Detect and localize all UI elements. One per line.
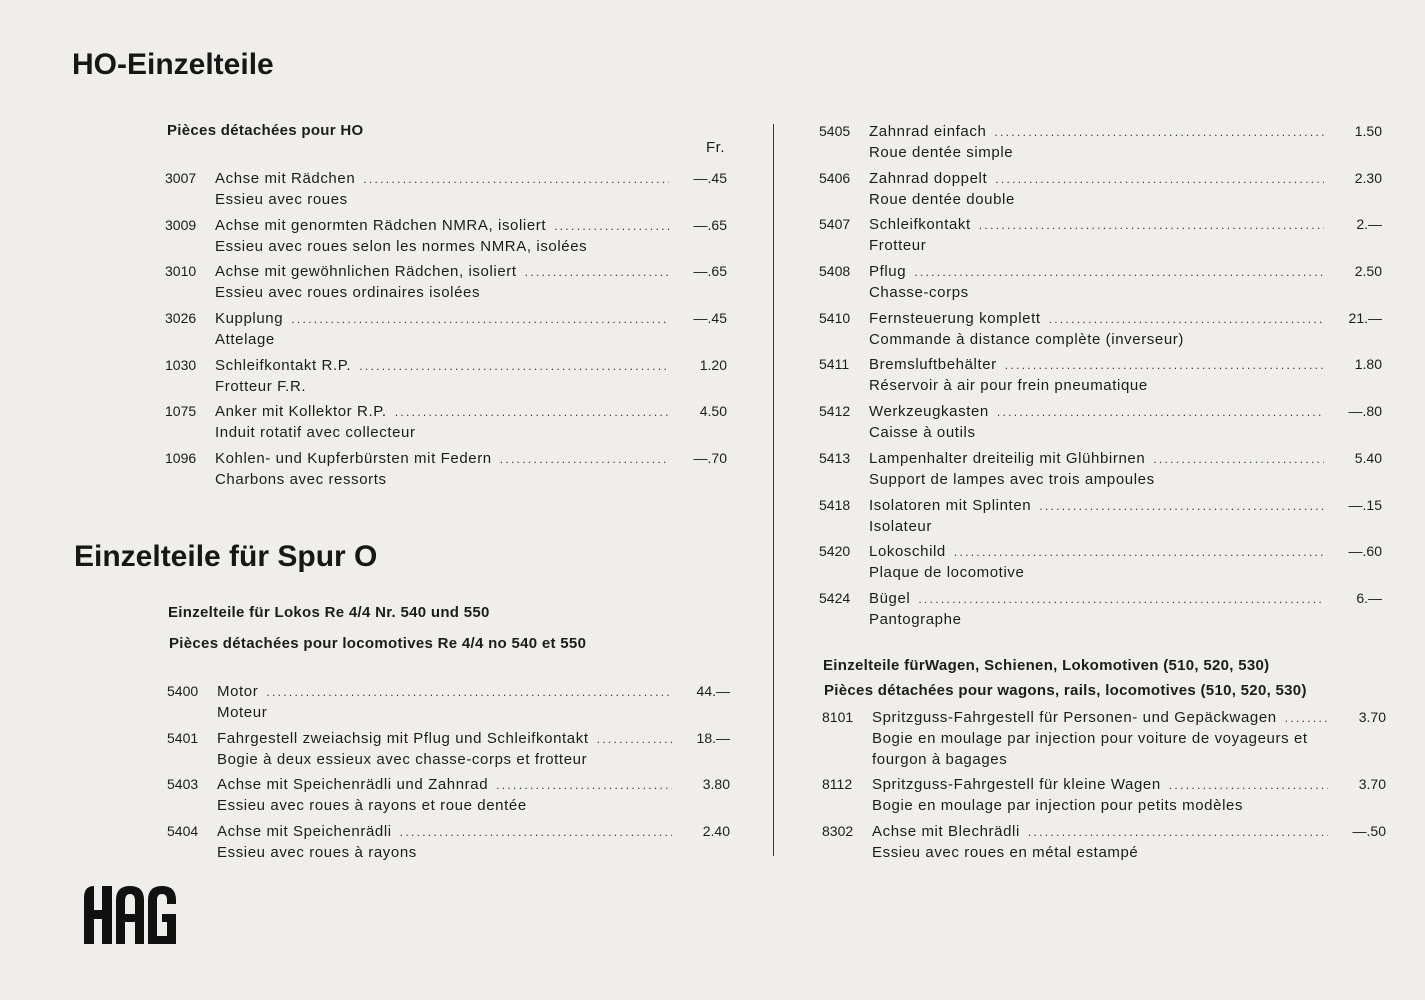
part-name-de-text: Werkzeugkasten (869, 403, 989, 421)
part-name-de (215, 215, 669, 237)
part-entry (167, 681, 730, 728)
part-name-de (217, 774, 672, 796)
part-name-de (217, 728, 672, 750)
part-name-de-text: Lokoschild (869, 543, 946, 561)
part-price: 3.80 (702, 776, 730, 793)
part-name-de-text: Bremsluftbehälter (869, 356, 997, 374)
page-title-spur-o: Einzelteile für Spur O (74, 540, 378, 573)
part-number: 5410 (819, 309, 851, 326)
part-name-fr: Isolateur (869, 517, 932, 535)
leader-dots (979, 215, 1324, 236)
part-entry (165, 168, 727, 215)
part-entry (165, 355, 727, 402)
part-price: 1.20 (699, 356, 727, 373)
part-price: 5.40 (1354, 449, 1382, 466)
part-name-fr: Frotteur (869, 237, 927, 255)
page-title-ho: HO-Einzelteile (72, 48, 274, 81)
leader-dots (918, 589, 1324, 610)
part-name-fr: Moteur (217, 704, 268, 721)
part-name-de-text: Lampenhalter dreiteilig mit Glühbirnen (869, 449, 1146, 467)
part-price: 3.70 (1358, 709, 1386, 725)
leader-dots (1005, 355, 1324, 376)
part-name-de-text: Kupplung (215, 310, 284, 328)
part-name-de (215, 355, 669, 377)
parts-list-ho (165, 168, 727, 495)
part-price: 1.50 (1354, 123, 1382, 139)
part-name-fr: Essieu avec roues à rayons (217, 844, 417, 862)
leader-dots (1169, 775, 1328, 796)
part-name-de-text: Kohlen- und Kupferbürsten mit Federn (215, 450, 492, 468)
part-entry (822, 707, 1386, 774)
part-entry (819, 308, 1382, 355)
parts-list-spur-o (167, 681, 730, 868)
leader-dots (525, 262, 669, 283)
parts-list-wagen (822, 707, 1386, 867)
part-name-de (872, 707, 1328, 729)
part-price: 21.— (1348, 309, 1382, 326)
part-number: 5407 (819, 216, 851, 233)
part-name-de (869, 448, 1324, 470)
part-name-de (215, 308, 669, 330)
part-name-fr: Plaque de locomotive (869, 564, 1025, 582)
part-number: 5403 (167, 776, 199, 793)
part-name-fr: Charbons avec ressorts (215, 471, 387, 489)
part-name-de-text: Zahnrad doppelt (869, 169, 988, 187)
subtitle-ho-fr: Pièces détachées pour HO (167, 122, 364, 139)
column-divider (773, 124, 774, 856)
leader-dots (1039, 496, 1324, 517)
part-price: 18.— (696, 729, 730, 746)
part-name-de (872, 774, 1328, 796)
part-number: 5424 (819, 589, 851, 606)
part-number: 5404 (167, 823, 199, 840)
part-name-de (217, 681, 672, 703)
leader-dots (597, 729, 672, 750)
leader-dots (1049, 309, 1324, 330)
part-entry (819, 261, 1382, 308)
part-number: 3009 (165, 216, 197, 233)
part-entry (165, 261, 727, 308)
part-name-de (869, 168, 1324, 190)
leader-dots (914, 262, 1324, 283)
part-name-de-text: Fahrgestell zweiachsig mit Pflug und Schleifkontakt (217, 729, 589, 747)
part-name-de (869, 588, 1324, 610)
part-name-de-text: Achse mit gewöhnlichen Rädchen, isoliert (215, 263, 517, 281)
part-price: 2.40 (702, 823, 730, 840)
leader-dots (994, 122, 1324, 143)
part-number: 8101 (822, 709, 854, 725)
part-name-fr: Bogie en moulage par injection pour voiture de voyageurs et fourgon à bagages (872, 730, 1308, 768)
leader-dots (266, 682, 672, 703)
part-name-de (215, 168, 669, 190)
part-name-fr: Essieu avec roues en métal estampé (872, 843, 1139, 861)
part-number: 1075 (165, 403, 197, 420)
part-number: 5406 (819, 169, 851, 186)
part-entry (165, 401, 727, 448)
part-entry (819, 354, 1382, 401)
part-entry (819, 495, 1382, 542)
part-price: —.80 (1348, 403, 1382, 420)
part-price: —.60 (1348, 543, 1382, 560)
part-price: 2.30 (1354, 169, 1382, 186)
part-number: 5401 (167, 729, 199, 746)
part-entry (167, 728, 730, 775)
part-number: 8112 (822, 776, 853, 792)
leader-dots (363, 169, 669, 190)
part-name-de (215, 401, 669, 423)
part-number: 5411 (819, 356, 850, 373)
part-name-fr: Support de lampes avec trois ampoules (869, 470, 1155, 488)
part-entry (822, 821, 1386, 868)
part-name-fr: Frotteur F.R. (215, 377, 307, 395)
part-name-de (869, 541, 1324, 563)
leader-dots (496, 775, 672, 796)
part-name-de-text: Schleifkontakt (869, 216, 971, 234)
part-price: 2.50 (1354, 263, 1382, 280)
leader-dots (359, 356, 669, 377)
part-name-de (869, 214, 1324, 236)
part-name-fr: Induit rotatif avec collecteur (215, 424, 416, 442)
part-entry (819, 401, 1382, 448)
part-number: 3007 (165, 170, 197, 186)
leader-dots (291, 309, 669, 330)
part-name-fr: Essieu avec roues ordinaires isolées (215, 284, 481, 302)
part-entry (819, 214, 1382, 261)
part-name-de (872, 821, 1328, 843)
part-name-de (869, 354, 1324, 376)
part-number: 3026 (165, 310, 197, 327)
part-number: 5418 (819, 496, 851, 513)
parts-list-spur-o-continued (819, 121, 1382, 635)
part-entry (167, 774, 730, 821)
part-entry (819, 121, 1382, 168)
part-name-fr: Réservoir à air pour frein pneumatique (869, 377, 1148, 395)
part-number: 5408 (819, 263, 851, 280)
part-name-de-text: Achse mit Speichenrädli und Zahnrad (217, 776, 489, 794)
part-name-fr: Caisse à outils (869, 424, 976, 442)
part-number: 5413 (819, 449, 851, 466)
part-name-de-text: Achse mit Speichenrädli (217, 823, 392, 841)
subtitle-wagen-de: Einzelteile fürWagen, Schienen, Lokomotiven (510, 520, 530) (823, 657, 1270, 674)
leader-dots (1285, 708, 1328, 729)
leader-dots (500, 449, 669, 470)
part-price: 1.80 (1354, 356, 1382, 373)
part-name-de-text: Anker mit Kollektor R.P. (215, 403, 387, 421)
part-name-de (869, 401, 1324, 423)
part-name-de (869, 261, 1324, 283)
part-name-de-text: Spritzguss-Fahrgestell für kleine Wagen (872, 776, 1161, 793)
part-name-de-text: Isolatoren mit Splinten (869, 496, 1032, 514)
part-number: 5405 (819, 123, 851, 139)
hag-logo (82, 884, 178, 951)
part-price: —.45 (693, 170, 727, 186)
part-price: 2.— (1356, 216, 1382, 233)
part-name-fr: Roue dentée simple (869, 144, 1014, 161)
part-number: 5420 (819, 543, 851, 560)
subtitle-wagen-fr: Pièces détachées pour wagons, rails, locomotives (510, 520, 530) (824, 682, 1307, 699)
part-entry (167, 821, 730, 868)
part-entry (819, 541, 1382, 588)
part-name-de-text: Motor (217, 683, 259, 700)
part-name-fr: Chasse-corps (869, 284, 969, 302)
part-price: —.65 (693, 216, 727, 233)
part-number: 1096 (165, 450, 197, 467)
part-price: —.65 (693, 263, 727, 280)
part-name-fr: Essieu avec roues (215, 191, 348, 208)
part-entry (165, 215, 727, 262)
leader-dots (395, 402, 669, 423)
part-name-fr: Bogie à deux essieux avec chasse-corps et frotteur (217, 750, 588, 768)
part-name-de (215, 261, 669, 283)
leader-dots (997, 402, 1324, 423)
leader-dots (1028, 822, 1328, 843)
part-name-fr: Bogie en moulage par injection pour petits modèles (872, 797, 1244, 814)
part-name-de-text: Bügel (869, 589, 911, 607)
subtitle-spur-o-fr: Pièces détachées pour locomotives Re 4/4 no 540 et 550 (169, 635, 587, 652)
part-number: 5412 (819, 403, 851, 420)
part-entry (819, 168, 1382, 215)
part-name-fr: Pantographe (869, 610, 962, 628)
part-number: 3010 (165, 263, 197, 280)
currency-label: Fr. (706, 139, 725, 156)
part-name-fr: Attelage (215, 331, 275, 349)
hag-logo-icon (82, 884, 178, 946)
part-name-de-text: Fernsteuerung komplett (869, 309, 1041, 327)
part-price: —.50 (1352, 822, 1386, 839)
leader-dots (554, 216, 669, 237)
part-name-de (217, 821, 672, 843)
part-name-de-text: Achse mit Blechrädli (872, 822, 1020, 840)
part-name-de-text: Zahnrad einfach (869, 123, 987, 140)
leader-dots (954, 542, 1324, 563)
part-price: 44.— (696, 683, 730, 699)
part-number: 1030 (165, 356, 197, 373)
part-name-fr: Commande à distance complète (inverseur) (869, 330, 1184, 348)
part-entry (822, 774, 1386, 821)
part-price: 3.70 (1358, 776, 1386, 792)
part-entry (165, 308, 727, 355)
part-entry (165, 448, 727, 495)
part-entry (819, 588, 1382, 635)
part-price: 4.50 (699, 403, 727, 420)
part-name-de (869, 495, 1324, 517)
part-number: 5400 (167, 683, 199, 699)
part-name-de (869, 308, 1324, 330)
part-name-de (869, 121, 1324, 143)
part-name-fr: Essieu avec roues à rayons et roue dentée (217, 797, 527, 815)
subtitle-spur-o-de: Einzelteile für Lokos Re 4/4 Nr. 540 und 550 (168, 604, 490, 621)
part-price: —.15 (1348, 496, 1382, 513)
part-name-fr: Roue dentée double (869, 190, 1015, 208)
part-name-de-text: Schleifkontakt R.P. (215, 356, 352, 374)
part-name-de-text: Pflug (869, 263, 907, 281)
part-price: 6.— (1356, 589, 1382, 606)
part-name-fr: Essieu avec roues selon les normes NMRA, isolées (215, 237, 588, 255)
part-name-de (215, 448, 669, 470)
part-number: 8302 (822, 822, 854, 839)
part-name-de-text: Achse mit genormten Rädchen NMRA, isoliert (215, 216, 547, 234)
part-name-de-text: Achse mit Rädchen (215, 170, 356, 187)
leader-dots (995, 169, 1324, 190)
part-name-de-text: Spritzguss-Fahrgestell für Personen- und Gepäckwagen (872, 709, 1277, 726)
part-price: —.45 (693, 310, 727, 327)
leader-dots (1153, 449, 1324, 470)
leader-dots (400, 822, 672, 843)
part-entry (819, 448, 1382, 495)
part-price: —.70 (693, 450, 727, 467)
